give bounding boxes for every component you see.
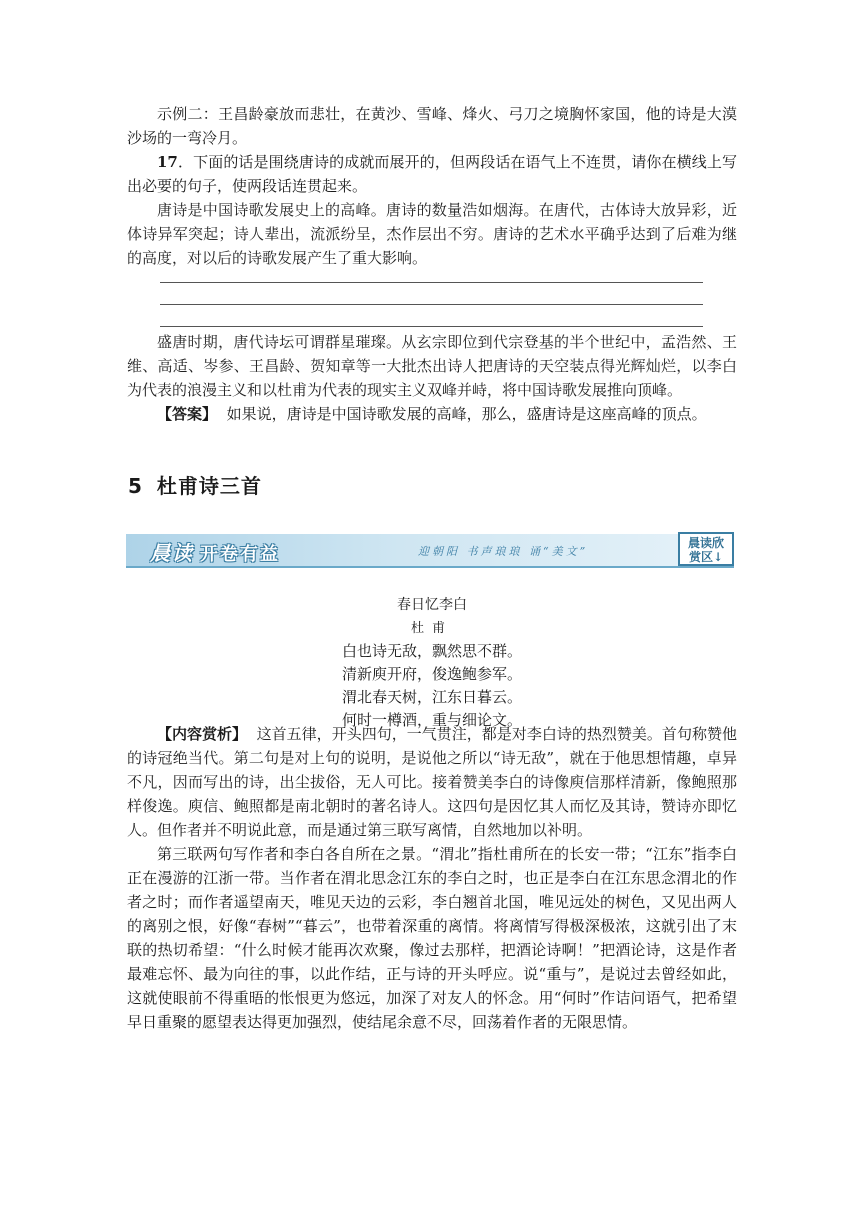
question-number: 17 — [157, 153, 178, 171]
passage-2 — [127, 330, 737, 402]
section-title — [128, 470, 262, 499]
answer-label: 【答案】 — [157, 405, 218, 423]
answer-blank-line-2[interactable] — [160, 304, 703, 305]
poem-line-3: 渭北春天树，江东日暮云。 — [341, 688, 522, 706]
question-text: ．下面的话是围绕唐诗的成就而展开的，但两段话在语气上不连贯，请你在横线上写出必要的句子，使两段话连贯起来。 — [127, 153, 737, 195]
answer-block — [127, 402, 737, 426]
banner-tag-line-1: 晨读欣 — [687, 536, 724, 550]
answer-text: 如果说，唐诗是中国诗歌发展的高峰，那么，盛唐诗是这座高峰的顶点。 — [226, 405, 707, 423]
morning-reading-banner — [126, 534, 734, 568]
analysis-paragraph-1 — [127, 722, 737, 842]
section-number: 5 — [128, 474, 143, 498]
example-2-block — [127, 102, 737, 150]
poem-line-4: 何时一樽酒，重与细论文。 — [341, 711, 522, 729]
poem-author: 杜甫 — [410, 621, 453, 636]
poem-line-1: 白也诗无敌，飘然思不群。 — [341, 642, 522, 660]
banner-tag-line-2: 赏区↓ — [688, 550, 724, 564]
passage-1-text: 唐诗是中国诗歌发展史上的高峰。唐诗的数量浩如烟海。在唐代，古体诗大放异彩，近体诗异军突起；诗人辈出，流派纷呈，杰作层出不穷。唐诗的艺术水平确乎达到了后难为继的高度，对以后的诗歌发展产生了重大影响。 — [127, 201, 737, 267]
answer-blank-line-3[interactable] — [160, 326, 703, 327]
poem-title: 春日忆李白 — [397, 597, 467, 613]
analysis-paragraph-2 — [127, 842, 737, 1034]
question-17 — [127, 150, 737, 198]
analysis-text-1: 这首五律，开头四句，一气贯注，都是对李白诗的热烈赞美。首句称赞他的诗冠绝当代。第二句是对上句的说明，是说他之所以“诗无敌”，就在于他思想情趣，卓异不凡，因而写出的诗，出尘拔俗，无人可比。接着赞美李白的诗像庾信那样清新，像鲍照那样俊逸。庾信、鲍照都是南北朝时的著名诗人。这四句是因忆其人而忆及其诗，赞诗亦即忆人。但作者并不明说此意，而是通过第三联写离情，自然地加以补明。 — [127, 725, 737, 839]
passage-2-text: 盛唐时期，唐代诗坛可谓群星璀璨。从玄宗即位到代宗登基的半个世纪中，孟浩然、王维、高适、岑参、王昌龄、贺知章等一大批杰出诗人把唐诗的天空装点得光辉灿烂，以李白为代表的浪漫主义和以杜甫为代表的现实主义双峰并峙，将中国诗歌发展推向顶峰。 — [127, 333, 737, 399]
banner-heading — [150, 537, 280, 566]
passage-1 — [127, 198, 737, 270]
section-title-text: 杜甫诗三首 — [156, 474, 262, 498]
banner-heading-big: 晨读 — [150, 541, 194, 565]
analysis-label: 【内容赏析】 — [157, 725, 248, 743]
banner-heading-rest: 开卷有益 — [200, 544, 280, 565]
example-2-text: 示例二：王昌龄豪放而悲壮，在黄沙、雪峰、烽火、弓刀之境胸怀家国，他的诗是大漠沙场的一弯冷月。 — [127, 105, 737, 147]
analysis-text-2: 第三联两句写作者和李白各自所在之景。“渭北”指杜甫所在的长安一带；“江东”指李白正在漫游的江浙一带。当作者在渭北思念江东的李白之时，也正是李白在江东思念渭北的作者之时；而作者遥望南天，唯见天边的云彩，李白翘首北国，唯见远处的树色，又见出两人的离别之恨，好像“春树”“暮云”，也带着深重的离情。将离情写得极深极浓，这就引出了末联的热切希望：“什么时候才能再次欢聚，像过去那样，把酒论诗啊！”把酒论诗，这是作者最难忘怀、最为向往的事，以此作结，正与诗的开头呼应。说“重与”，是说过去曾经如此，这就使眼前不得重晤的怅恨更为悠远，加深了对友人的怀念。用“何时”作诘问语气，把希望早日重聚的愿望表达得更加强烈，使结尾余意不尽，回荡着作者的无限思情。 — [127, 845, 737, 1031]
banner-tag — [678, 532, 734, 566]
poem-line-2: 清新庾开府，俊逸鲍参军。 — [341, 665, 522, 683]
answer-blank-line-1[interactable] — [160, 282, 703, 283]
banner-slogan: 迎朝阳 书声琅琅 诵“美文” — [418, 545, 589, 558]
